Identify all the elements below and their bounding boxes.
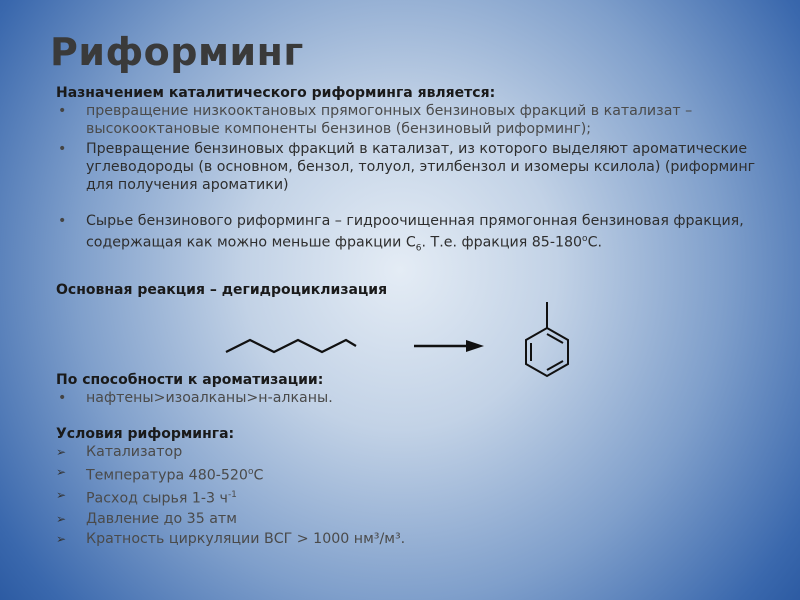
feedstock-text-after: С. [587, 234, 602, 251]
reaction-scheme [210, 300, 590, 390]
feedstock-text-mid: . Т.е. фракция 85-180 [421, 234, 583, 251]
purpose-heading: Назначением каталитического риформинга является: [56, 85, 496, 101]
reaction-arrow-icon [414, 340, 484, 352]
condition-pressure: ➢ Давление до 35 атм [56, 510, 766, 528]
condition-catalyst: ➢ Катализатор [56, 443, 766, 461]
condition-feed-rate [56, 486, 766, 508]
condition-temperature [56, 463, 766, 485]
feed-rate-text: Расход сырья 1-3 ч [86, 491, 228, 508]
feedstock-superscript: о [582, 234, 588, 244]
feedstock-subscript: 6 [415, 243, 422, 254]
temperature-unit: С [253, 467, 264, 484]
aromatization-heading: По способности к ароматизации: [56, 371, 324, 388]
temperature-sup: о [247, 466, 254, 477]
purpose-item-1: • превращение низкооктановых прямогонных бензиновых фракций в катализат – высокооктановые компоненты бензинов (бензиновый риформинг); [56, 102, 766, 138]
aromatization-item: • нафтены>изоалканы>н-алканы. [56, 389, 766, 407]
feedstock-text-before: Сырье бензинового риформинга – гидроочищенная прямогонная бензиновая фракция, содержащая как можно меньше фракции С [86, 213, 744, 251]
purpose-item-2: • Превращение бензиновых фракций в катализат, из которого выделяют ароматические углеводороды (в основном, бензол, толуол, этилбензол и изомеры ксилола) (риформинг для получения ароматики) [56, 140, 766, 194]
reaction-heading: Основная реакция – дегидроциклизация [56, 281, 388, 298]
toluene-structure [526, 302, 568, 376]
feed-rate-sup: -1 [227, 490, 237, 501]
temperature-text: Температура 480-520 [86, 467, 248, 484]
feedstock-item [56, 212, 766, 258]
slide-title: Риформинг [50, 30, 304, 74]
conditions-heading: Условия риформинга: [56, 425, 235, 442]
heptane-zigzag [226, 340, 356, 352]
condition-circulation: ➢ Кратность циркуляции ВСГ > 1000 нм³/м³. [56, 530, 766, 548]
